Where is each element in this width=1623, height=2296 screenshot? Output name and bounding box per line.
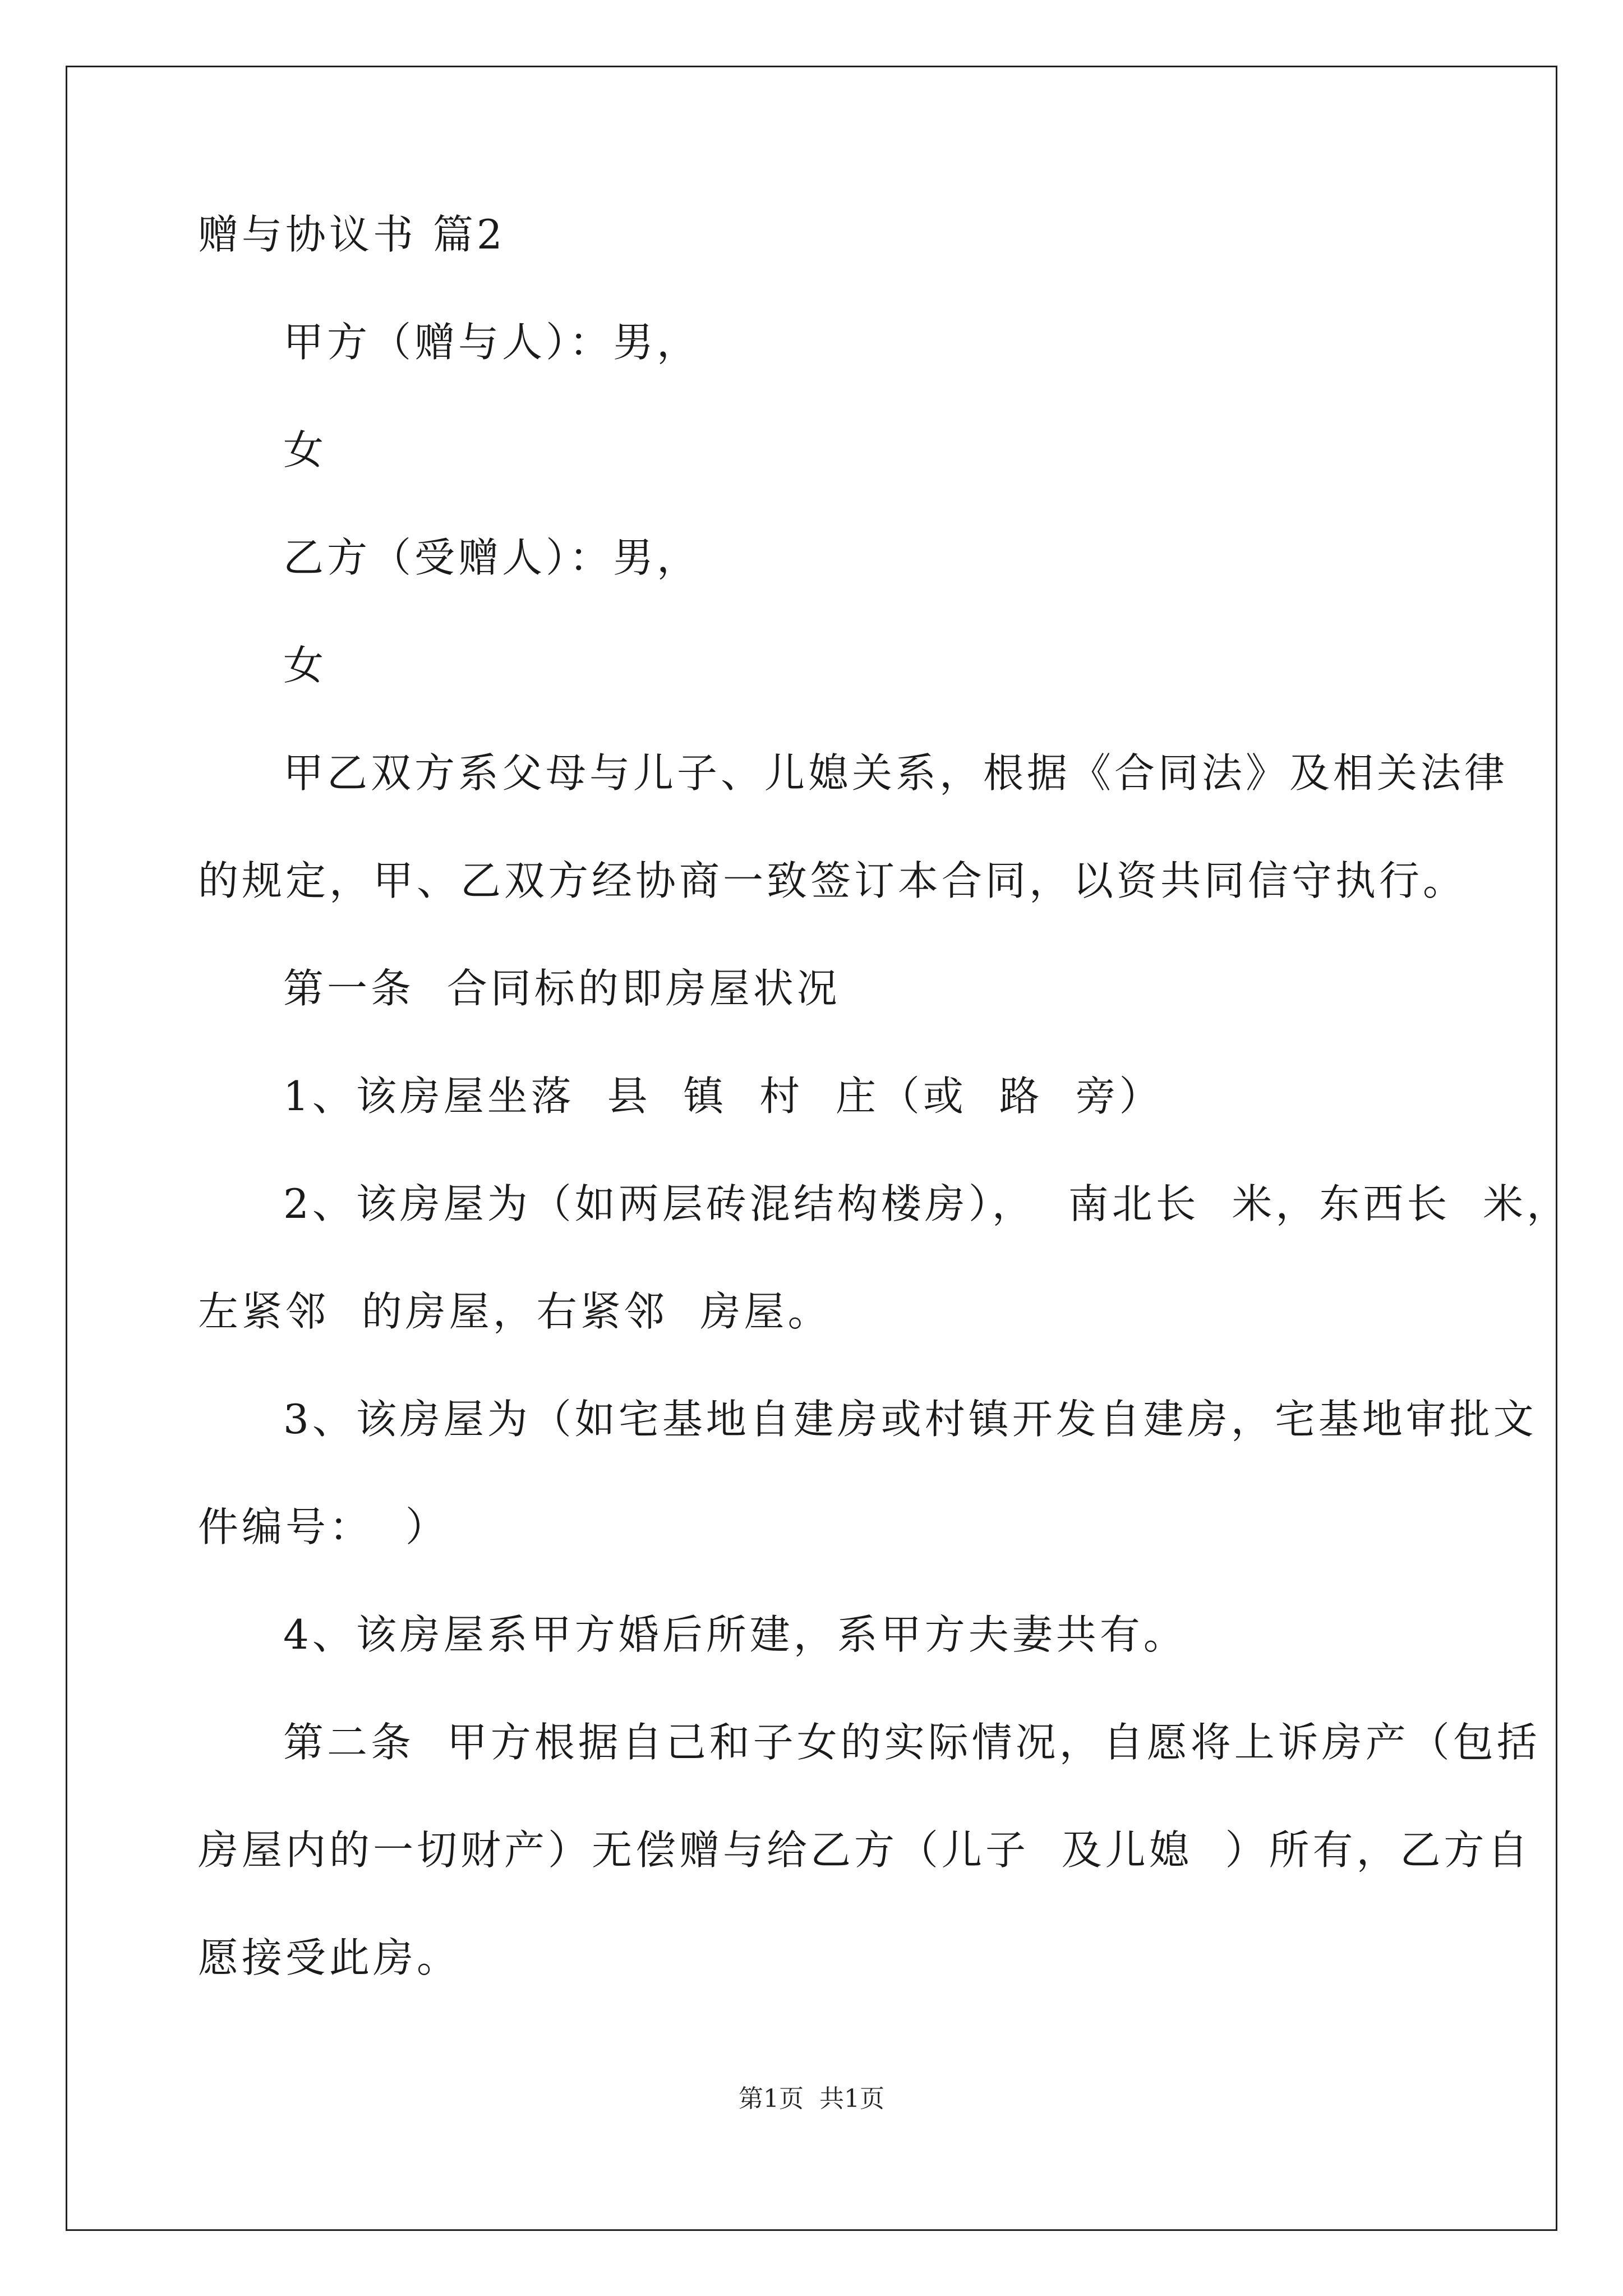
paragraph-party-a-female: 女 [283, 426, 328, 473]
document-body [198, 208, 1571, 2039]
article-two-line-1: 第二条 甲方根据自己和子女的实际情况，自愿将上诉房产（包括 [283, 1719, 1541, 1766]
article-one-item-2-line-1: 2、该房屋为（如两层砖混结构楼房）， 南北长 米，东西长 米， [283, 1180, 1571, 1227]
paragraph-party-b-female: 女 [283, 642, 328, 689]
article-one-item-3-line-1: 3、该房屋为（如宅基地自建房或村镇开发自建房，宅基地审批文 [283, 1396, 1537, 1443]
article-two-line-3: 愿接受此房。 [198, 1934, 461, 1981]
paragraph-relationship-line-1: 甲乙双方系父母与儿子、儿媳关系，根据《合同法》及相关法律 [283, 749, 1509, 797]
article-one-item-4: 4、该房屋系甲方婚后所建，系甲方夫妻共有。 [283, 1611, 1187, 1658]
article-one-item-2-line-2: 左紧邻 的房屋，右紧邻 房屋。 [198, 1288, 832, 1335]
paragraph-relationship-line-2: 的规定，甲、乙双方经协商一致签订本合同，以资共同信守执行。 [198, 857, 1467, 904]
article-one-heading: 第一条 合同标的即房屋状况 [283, 965, 841, 1012]
document-title: 赠与协议书 篇2 [198, 211, 506, 258]
page-footer: 第1页 共1页 [739, 2085, 884, 2113]
article-two-line-2: 房屋内的一切财产）无偿赠与给乙方（儿子 及儿媳 ）所有，乙方自 [198, 1826, 1532, 1874]
paragraph-party-b-male: 乙方（受赠人）：男， [283, 534, 701, 581]
article-one-item-3-line-2: 件编号： ） [198, 1503, 449, 1550]
article-one-item-1: 1、该房屋坐落 县 镇 村 庄（或 路 旁） [283, 1073, 1163, 1120]
paragraph-party-a-male: 甲方（赠与人）：男， [283, 319, 701, 366]
